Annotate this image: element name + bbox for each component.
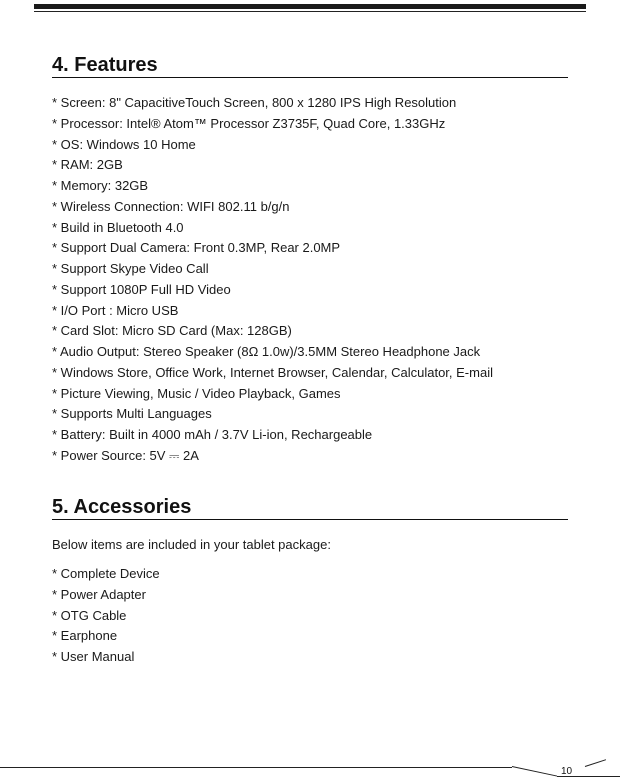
feature-item-camera: * Support Dual Camera: Front 0.3MP, Rear 2.0MP: [52, 240, 341, 256]
feature-item-skype: * Support Skype Video Call: [52, 261, 209, 276]
features-heading: 4. Features: [52, 53, 568, 78]
feature-item-bluetooth: * Build in Bluetooth 4.0: [52, 219, 184, 235]
feature-item-video: * Support 1080P Full HD Video: [52, 281, 231, 297]
feature-item-wireless: * Wireless Connection: WIFI 802.11 b/g/n: [52, 198, 290, 214]
accessory-item-adapter: * Power Adapter: [52, 586, 146, 602]
footer-rule-slant: [512, 766, 557, 777]
accessory-item-earphone: * Earphone: [52, 628, 118, 644]
features-list: [52, 93, 582, 467]
feature-item-io-port: * I/O Port : Micro USB: [52, 302, 179, 318]
feature-item-apps: * Windows Store, Office Work, Internet Browser, Calendar, Calculator, E-mail: [52, 364, 493, 380]
footer-rule: [0, 767, 512, 768]
feature-item-memory: * Memory: 32GB: [52, 178, 149, 193]
feature-item-screen: * Screen: 8" CapacitiveTouch Screen, 800 x 1280 IPS High Resolution: [52, 95, 457, 110]
header-rule: [34, 0, 586, 12]
accessory-item-otg-cable: * OTG Cable: [52, 607, 127, 623]
accessory-item-manual: * User Manual: [52, 649, 135, 664]
feature-item-audio: * Audio Output: Stereo Speaker (8Ω 1.0w)/3.5MM Stereo Headphone Jack: [52, 344, 481, 359]
feature-item-languages: * Supports Multi Languages: [52, 406, 212, 422]
feature-item-battery: * Battery: Built in 4000 mAh / 3.7V Li-ion, Rechargeable: [52, 427, 373, 442]
footer-rule-tick: [585, 759, 606, 767]
feature-item-os: * OS: Windows 10 Home: [52, 136, 196, 152]
page-number: 10: [561, 766, 573, 777]
accessories-heading: 5. Accessories: [52, 495, 568, 520]
accessories-intro: Below items are included in your tablet package:: [52, 537, 331, 552]
feature-item-power: * Power Source: 5V ⎓ 2A: [52, 447, 199, 463]
feature-item-card-slot: * Card Slot: Micro SD Card (Max: 128GB): [52, 323, 292, 339]
feature-item-processor: * Processor: Intel® Atom™ Processor Z3735F, Quad Core, 1.33GHz: [52, 115, 446, 131]
accessories-list: [52, 564, 582, 668]
accessory-item-device: * Complete Device: [52, 566, 160, 581]
feature-item-ram: * RAM: 2GB: [52, 157, 123, 173]
feature-item-media: * Picture Viewing, Music / Video Playback, Games: [52, 385, 341, 401]
